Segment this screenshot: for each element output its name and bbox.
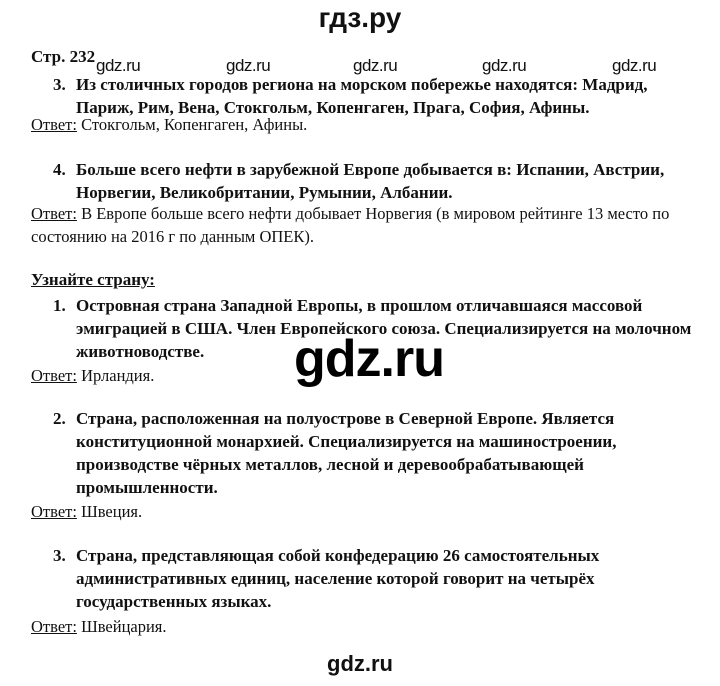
answer-label: Ответ: bbox=[31, 115, 77, 134]
answer-text: Швеция. bbox=[81, 502, 143, 521]
answer-label: Ответ: bbox=[31, 366, 77, 385]
watermark-small: gdz.ru bbox=[96, 56, 141, 75]
watermark-small: gdz.ru bbox=[482, 56, 527, 75]
answer-text: В Европе больше всего нефти добывает Норвегия (в мировом рейтинге 13 место по состоянию на 2016 г по данным ОПЕК). bbox=[31, 204, 670, 246]
answer-text: Швейцария. bbox=[81, 617, 167, 636]
answer bbox=[31, 202, 701, 248]
watermark-small: gdz.ru bbox=[226, 56, 271, 75]
question-number: 3. bbox=[53, 75, 66, 94]
question-item bbox=[53, 407, 693, 499]
watermark-small: gdz.ru bbox=[353, 56, 398, 75]
question-item bbox=[53, 544, 693, 613]
answer-label: Ответ: bbox=[31, 617, 77, 636]
section-title: Узнайте страну: bbox=[31, 270, 155, 289]
question-number: 4. bbox=[53, 160, 66, 179]
site-title: гдз.ру bbox=[318, 2, 402, 33]
question-item bbox=[53, 158, 693, 204]
answer-label: Ответ: bbox=[31, 502, 77, 521]
watermark-large: gdz.ru bbox=[294, 330, 444, 388]
watermark-small: gdz.ru bbox=[612, 56, 657, 75]
question-text: Из столичных городов региона на морском побережье находятся: Мадрид, Париж, Рим, Вена, Стокгольм, Копенгаген, Прага, София, Афины. bbox=[76, 75, 648, 117]
page-label: Стр. 232 bbox=[31, 47, 96, 66]
answer bbox=[31, 615, 701, 638]
question-number: 3. bbox=[53, 546, 66, 565]
question-text: Страна, расположенная на полуострове в Северной Европе. Является конституционной монархией. Специализируется на машиностроении, производстве чёрных металлов, лесной и деревообрабатывающей промышленности. bbox=[76, 409, 617, 497]
answer bbox=[31, 500, 701, 523]
answer bbox=[31, 113, 701, 136]
question-number: 1. bbox=[53, 296, 66, 315]
watermark-bottom: gdz.ru bbox=[327, 651, 393, 676]
answer-label: Ответ: bbox=[31, 204, 77, 223]
question-text: Больше всего нефти в зарубежной Европе добывается в: Испании, Австрии, Норвегии, Великобритании, Румынии, Албании. bbox=[76, 160, 665, 202]
answer-text: Ирландия. bbox=[81, 366, 155, 385]
question-number: 2. bbox=[53, 409, 66, 428]
question-text: Островная страна Западной Европы, в прошлом отличавшаяся массовой эмиграцией в США. Член Европейского союза. Специализируется на молочном животноводстве. bbox=[76, 296, 692, 361]
answer-text: Стокгольм, Копенгаген, Афины. bbox=[81, 115, 308, 134]
question-text: Страна, представляющая собой конфедерацию 26 самостоятельных административных единиц, население которой говорит на четырёх государственных языках. bbox=[76, 546, 600, 611]
